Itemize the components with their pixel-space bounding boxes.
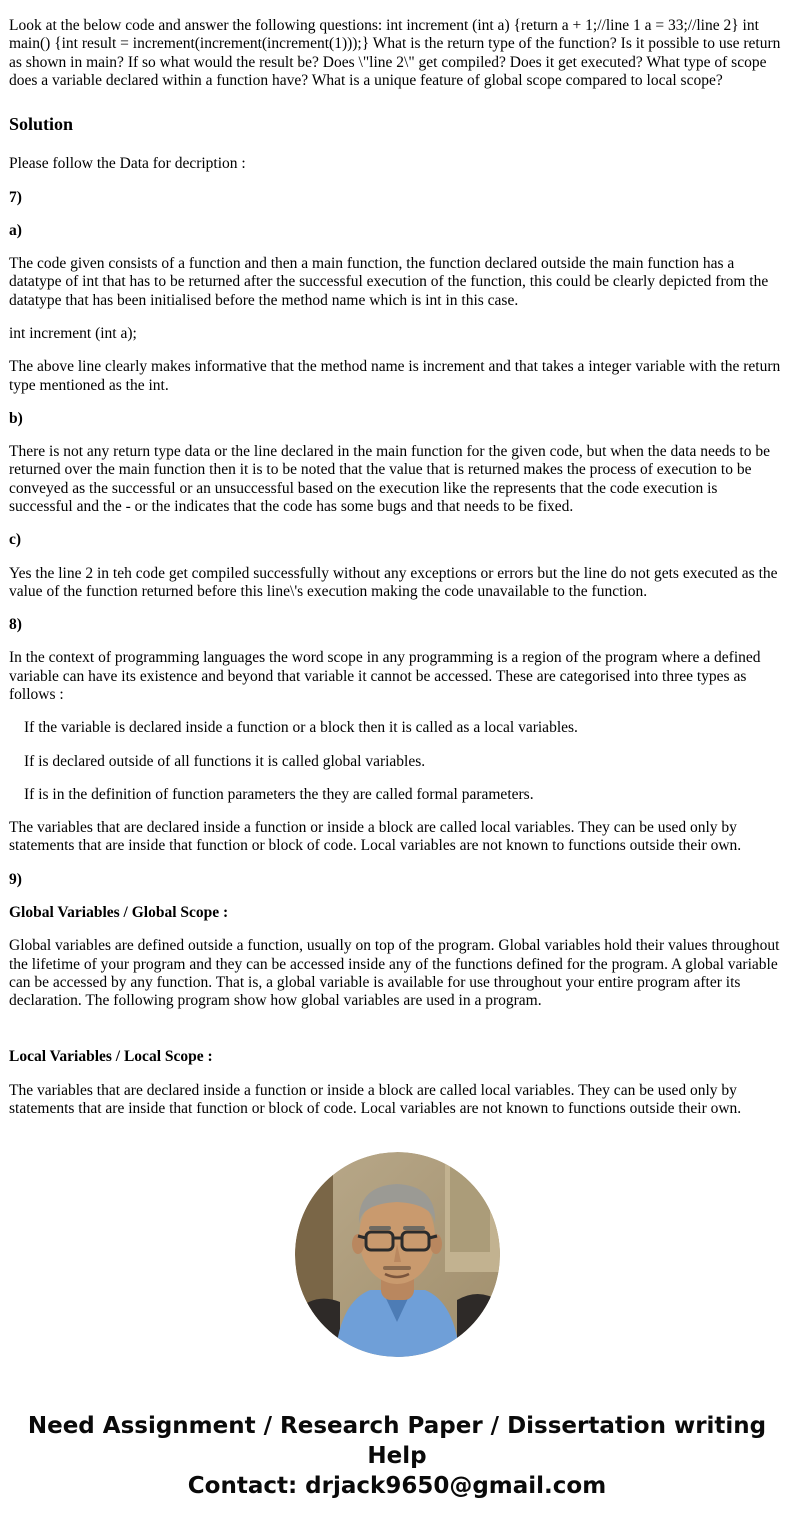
global-scope-paragraph: Global variables are defined outside a function, usually on top of the program. Global variables hold their values throughout the lifetime of your program and they can be accessed inside any of the functions defined for the program. A global variable can be accessed by any function. That is, a global variable is available for use throughout your entire program after its declaration. The following program show how global variables are used in a program. [9,937,780,1010]
intro-paragraph: Please follow the Data for decription : [9,155,246,173]
local-scope-paragraph: The variables that are declared inside a function or inside a block are called local variables. They can be used only by statements that are inside that function or block of code. Local variables are not known to functions outside their own. [9,1081,742,1117]
tutor-portrait-illustration [295,1152,500,1357]
question7b-paragraph: There is not any return type data or the line declared in the main function for the given code, but when the data needs to be returned over the main function then it is to be noted that the value that is returned makes the process of execution to be conveyed as the successful or an unsuccessful based on the execution like the represents that the code execution is successful and the - or the indicates that the code has some bugs and that needs to be fixed. [9,443,770,516]
question7a-code-line: int increment (int a); [9,325,137,343]
question7b-label: b) [9,409,23,427]
scope-type-item-global: If is declared outside of all functions it is called global variables. [24,752,426,770]
question9-label: 9) [9,870,22,888]
question7a-paragraph1: The code given consists of a function and then a main function, the function declared outside the main function has a datatype of int that has to be returned after the successful execution of the function, this could be clearly depicted from the datatype that has been initialised before the method name which is int in this case. [9,255,769,309]
question-paragraph: Look at the below code and answer the following questions: int increment (int a) {return a + 1;//line 1 a = 33;//line 2} int main() {int result = increment(increment(increment(1)));} What is the return type of the function? Is it possible to use return as shown in main? If so what would the result be? Does \"line 2\" get compiled? Does it get executed? What type of scope does a variable declared within a function have? What is a unique feature of global scope compared to local scope? [9,17,781,89]
question7c-label: c) [9,531,22,549]
local-scope-heading: Local Variables / Local Scope : [9,1048,213,1066]
scope-type-item-local: If the variable is declared inside a function or a block then it is called as a local variables. [24,719,578,737]
solution-heading: Solution [9,114,74,135]
question7-label: 7) [9,188,22,206]
global-scope-heading: Global Variables / Global Scope : [9,903,229,921]
footer-help-text: Need Assignment / Research Paper / Dissertation writing Help [27,1413,767,1470]
question8-label: 8) [9,616,22,634]
tutor-photo-container [0,1152,794,1362]
question7a-label: a) [9,221,22,239]
footer-banner [27,1412,767,1502]
tutor-portrait-image [295,1152,500,1357]
scope-type-item-formal: If is in the definition of function parameters the they are called formal parameters. [24,785,534,803]
question8-paragraph2: The variables that are declared inside a function or inside a block are called local variables. They can be used only by statements that are inside that function or block of code. Local variables are not known to functions outside their own. [9,819,742,855]
footer-contact-email: Contact: drjack9650@gmail.com [187,1472,607,1499]
question7a-paragraph2: The above line clearly makes informative that the method name is increment and that takes a integer variable with the return type mentioned as the int. [9,358,781,394]
question7c-paragraph: Yes the line 2 in teh code get compiled successfully without any exceptions or errors but the line do not gets executed as the value of the function returned before this line\'s execution making the code unavailable to the function. [9,564,778,600]
question8-paragraph1: In the context of programming languages the word scope in any programming is a region of the program where a defined variable can have its existence and beyond that variable it cannot be accessed. These are categorised into three types as follows : [9,649,761,703]
